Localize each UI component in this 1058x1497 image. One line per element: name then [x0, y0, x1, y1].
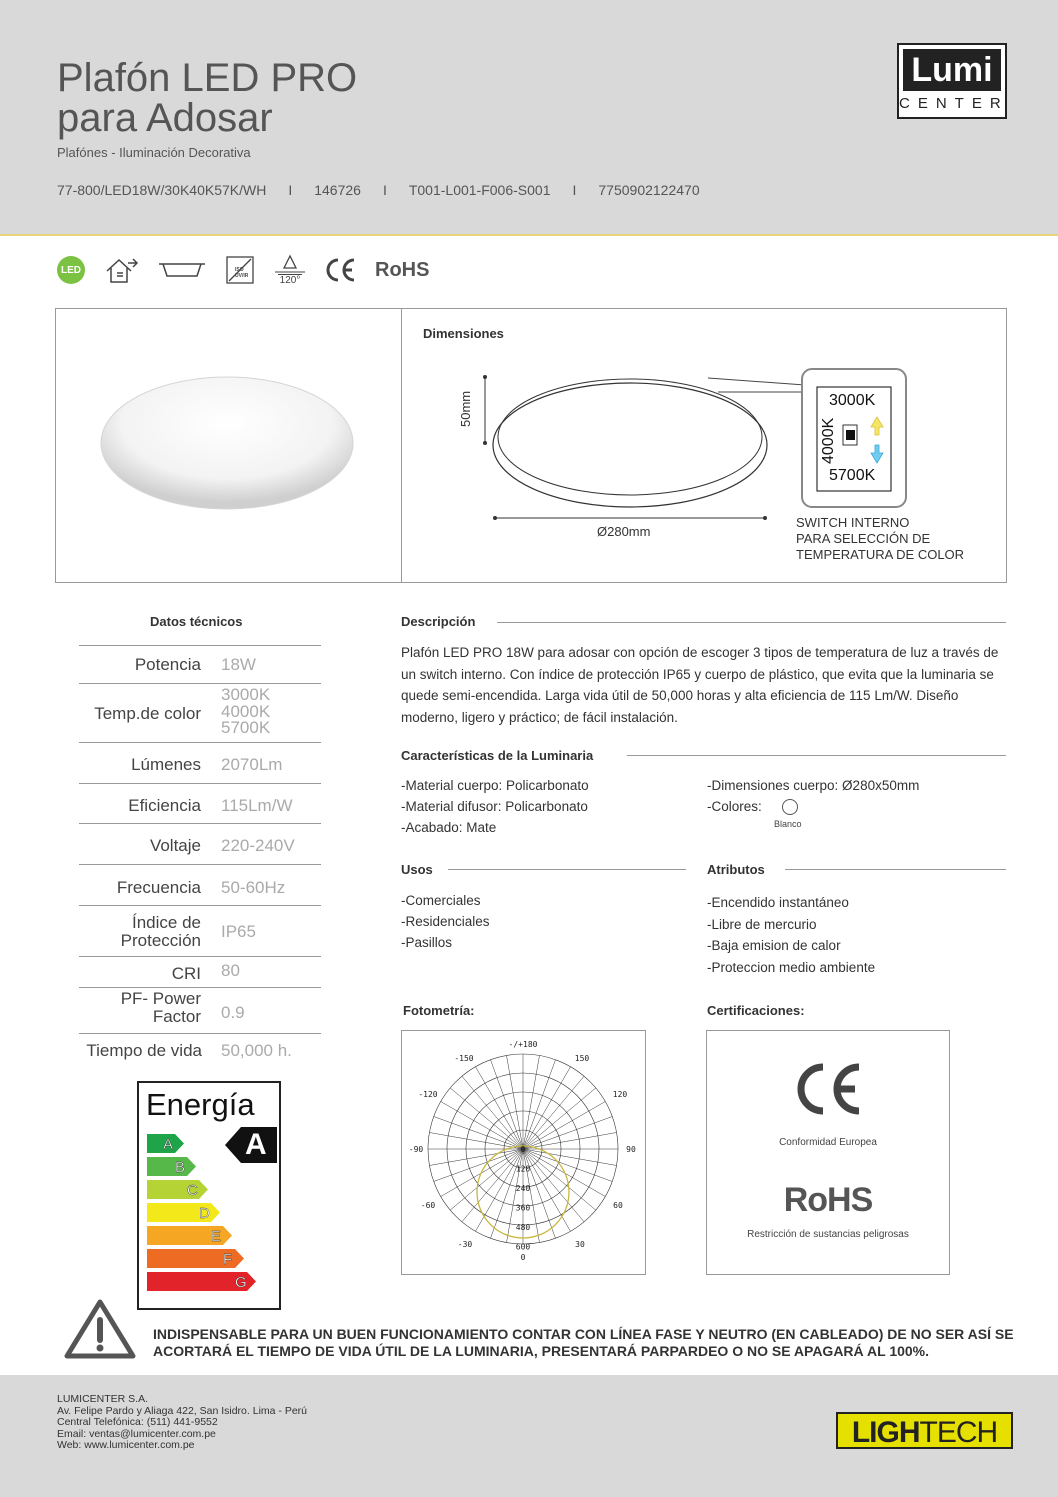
company-email: Email: ventas@lumicenter.com.pe [57, 1427, 216, 1440]
code-separator: I [288, 182, 293, 198]
energy-class-bar [147, 1157, 196, 1176]
category-subtitle: Plafónes - Iluminación Decorativa [57, 145, 251, 160]
polar-radial-label: 120 [515, 1164, 531, 1174]
polar-angle-label: -150 [454, 1054, 474, 1063]
switch-3000k: 3000K [829, 392, 876, 409]
spec-row-lifetime: Tiempo de vida 50,000 h. [79, 1033, 321, 1070]
lightech-logo: LIGHTECH [836, 1412, 1013, 1449]
switch-note: SWITCH INTERNO PARA SELECCIÓN DE TEMPERATURA DE COLOR [796, 515, 965, 562]
dimensions-title: Dimensiones [423, 326, 504, 341]
code-separator: I [382, 182, 387, 198]
list-item: -Dimensiones cuerpo: Ø280x50mm [707, 778, 920, 793]
product-id: 146726 [314, 182, 361, 198]
features-title: Características de la Luminaria [401, 748, 594, 763]
list-item: -Residenciales [401, 914, 490, 929]
spec-row-power: Potencia 18W [79, 645, 321, 684]
energy-class-label: B [175, 1159, 186, 1176]
ce-caption: Conformidad Europea [779, 1137, 877, 1148]
energy-class-label: F [223, 1251, 233, 1268]
list-item: -Material cuerpo: Policarbonato [401, 778, 589, 793]
polar-angle-label: 60 [613, 1201, 623, 1210]
energy-title: Energía [146, 1087, 255, 1122]
spec-row-color-temp: Temp.de color 3000K 4000K 5700K [79, 683, 321, 743]
company-address: Av. Felipe Pardo y Aliaga 422, San Isidro. Lima - Perú [57, 1404, 307, 1417]
surface-mount-icon [157, 260, 207, 280]
spec-row-frequency: Frecuencia 50-60Hz [79, 864, 321, 906]
photometry-chart [401, 1030, 646, 1275]
features-right-list [707, 775, 919, 817]
switch-4000k: 4000K [820, 417, 837, 464]
energy-class-label: E [211, 1228, 222, 1245]
spec-row-power-factor: PF- Power Factor 0.9 [79, 987, 321, 1034]
spec-row-cri: CRI 80 [79, 956, 321, 988]
attributes-list [707, 892, 875, 978]
spec-row-protection: Índice de Protección IP65 [79, 905, 321, 957]
energy-class-bar [147, 1180, 208, 1199]
attributes-title: Atributos [707, 862, 765, 877]
description-title: Descripción [401, 614, 476, 629]
ce-mark-icon [325, 257, 357, 283]
energy-class-label: G [235, 1274, 247, 1291]
energy-class-label: D [199, 1205, 210, 1222]
warning-text: INDISPENSABLE PARA UN BUEN FUNCIONAMIENTO CONTAR CON LÍNEA FASE Y NEUTRO (EN CABLEADO) DE NO SER ASÍ SE ACORTARÁ EL TIEMPO DE VIDA ÚTIL DE LA LUMINARIA, PRESENTARÁ PARPARDEO O NO SE APAGARÁ AL 100%. [153, 1326, 1014, 1359]
company-name: LUMICENTER S.A. [57, 1393, 149, 1405]
spec-row-lumens: Lúmenes 2070Lm [79, 742, 321, 784]
polar-angle-label: -/+180 [508, 1040, 538, 1049]
polar-angle-label: -30 [457, 1240, 473, 1249]
polar-angle-label: 120 [612, 1090, 628, 1099]
certifications-title: Certificaciones: [707, 1003, 805, 1018]
list-item: -Encendido instantáneo [707, 895, 849, 910]
led-icon: LED [57, 256, 85, 284]
spec-row-voltage: Voltaje 220-240V [79, 823, 321, 865]
polar-radial-label: 600 [515, 1242, 531, 1252]
list-item: -Colores: [707, 799, 762, 814]
panel-divider [401, 308, 402, 583]
polar-radial-label: 360 [515, 1203, 531, 1213]
list-item: -Comerciales [401, 893, 481, 908]
diameter-label: Ø280mm [597, 524, 651, 539]
lumicenter-logo: Lumi CENTER [897, 43, 1007, 119]
energy-scale [139, 1083, 279, 1308]
code-separator: I [572, 182, 577, 198]
list-item: -Libre de mercurio [707, 916, 817, 932]
rohs-mark: RoHS [375, 258, 430, 281]
list-item: -Baja emision de calor [707, 938, 841, 953]
ean-code: 7750902122470 [598, 182, 700, 198]
color-swatch-label: Blanco [774, 819, 802, 829]
polar-angle-label: 0 [520, 1253, 526, 1262]
warning-icon [64, 1298, 136, 1360]
company-web: Web: www.lumicenter.com.pe [57, 1439, 195, 1451]
energy-rating-badge: A [225, 1127, 277, 1163]
rohs-caption: Restricción de sustancias peligrosas [747, 1229, 909, 1240]
polar-angle-label: 150 [574, 1054, 590, 1063]
page-title: Plafón LED PRO para Adosar [57, 56, 358, 140]
specs-title: Datos técnicos [150, 614, 243, 629]
polar-angle-label: 90 [626, 1145, 636, 1154]
no-uv-ir-icon: ISO UV/IR [225, 255, 255, 285]
polar-angle-label: -90 [408, 1145, 424, 1154]
uses-title: Usos [401, 862, 433, 877]
list-item: -Pasillos [401, 935, 453, 950]
uses-rule [448, 869, 686, 870]
rohs-logo: RoHS [783, 1181, 873, 1219]
company-phone: Central Telefónica: (511) 441-9552 [57, 1416, 218, 1428]
indoor-house-icon [103, 255, 139, 285]
list-item: -Material difusor: Policarbonato [401, 799, 588, 814]
polar-angle-label: -60 [420, 1201, 436, 1210]
catalog-code: T001-L001-F006-S001 [408, 182, 551, 198]
spec-row-efficiency: Eficiencia 115Lm/W [79, 783, 321, 824]
features-left-list [401, 775, 589, 838]
list-item: -Proteccion medio ambiente [707, 959, 876, 975]
energy-label [137, 1081, 281, 1310]
polar-angle-label: 30 [575, 1240, 585, 1249]
polar-radial-label: 480 [515, 1223, 531, 1232]
description-rule [497, 622, 1006, 623]
description-text: Plafón LED PRO 18W para adosar con opción de escoger 3 tipos de temperatura de luz a través de un switch interno. Con índice de protección IP65 y cuerpo de plástico, que evita que la luminaria se quede semi-encendida. Larga vida útil de 50,000 horas y alta eficiencia de 115 Lm/W. Diseño moderno, ligero y práctico; de fácil instalación. [401, 645, 999, 725]
energy-class-label: A [163, 1136, 174, 1153]
photometry-title: Fotometría: [403, 1003, 475, 1018]
ce-mark-icon [795, 1061, 865, 1117]
height-label: 50mm [458, 390, 473, 427]
features-rule [627, 755, 1006, 756]
product-codes [57, 182, 700, 198]
feature-icons [57, 254, 429, 286]
beam-angle-icon: 120° [273, 254, 307, 286]
switch-5700k: 5700K [829, 467, 876, 484]
energy-class-label: C [187, 1182, 198, 1199]
product-photo [95, 365, 360, 515]
polar-radial-label: 240 [515, 1184, 531, 1193]
color-swatch-white [782, 799, 798, 815]
company-info [57, 1394, 307, 1452]
product-code: 77-800/LED18W/30K40K57K/WH [57, 182, 267, 198]
list-item: -Acabado: Mate [401, 820, 497, 835]
uses-list [401, 890, 490, 953]
polar-angle-label: -120 [418, 1090, 438, 1099]
polar-radial-label: 0 [520, 1145, 526, 1154]
certifications-box [706, 1030, 950, 1275]
attributes-rule [785, 869, 1006, 870]
